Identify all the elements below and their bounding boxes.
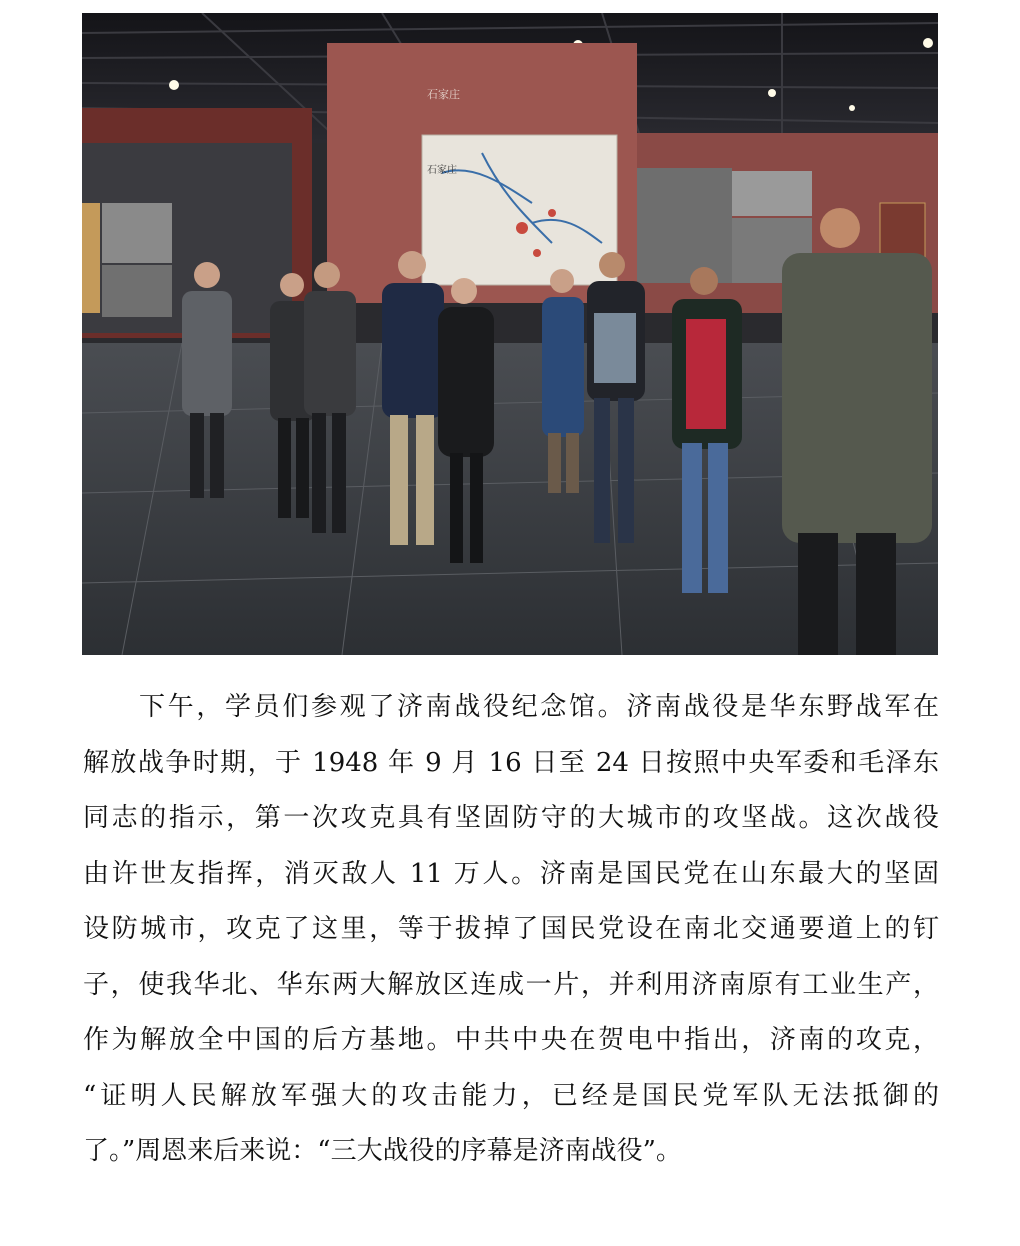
paragraph-line-2: 解放战争时期，于 1948 年 9 月 16 日至 24 日按照中央军委和毛泽东 xyxy=(83,747,939,778)
historic-photo-1 xyxy=(637,168,732,283)
paragraph-line-4: 由许世友指挥，消灭敌人 11 万人。济南是国民党在山东最大的坚固 xyxy=(83,858,939,889)
paragraph-line-3: 同志的指示，第一次攻克具有坚固防守的大城市的攻坚战。这次战役 xyxy=(83,803,939,833)
paragraph-line-9: 了。”周恩来后来说：“三大战役的序幕是济南战役”。 xyxy=(83,1136,682,1166)
paragraph-line-7: 作为解放全中国的后方基地。中共中央在贺电中指出，济南的攻克， xyxy=(83,1025,939,1055)
paragraph-line-6: 子，使我华北、华东两大解放区连成一片，并利用济南原有工业生产， xyxy=(83,969,939,1000)
museum-visit-photo xyxy=(82,13,938,655)
paragraph-line-8: “证明人民解放军强大的攻击能力，已经是国民党军队无法抵御的 xyxy=(83,1080,939,1111)
map-label: 石家庄 xyxy=(427,165,457,176)
wall-label: 石家庄 xyxy=(427,88,460,101)
photo-illustration xyxy=(82,13,938,655)
paragraph-line-5: 设防城市，攻克了这里，等于拔掉了国民党设在南北交通要道上的钉 xyxy=(83,914,939,944)
historic-photo-4 xyxy=(102,203,172,263)
historic-photo-5 xyxy=(102,265,172,317)
historic-photo-2 xyxy=(732,171,812,216)
info-panel-left xyxy=(82,203,100,313)
paragraph-line-1: 下午，学员们参观了济南战役纪念馆。济南战役是华东野战军在 xyxy=(139,692,939,722)
article-text xyxy=(83,680,939,1180)
